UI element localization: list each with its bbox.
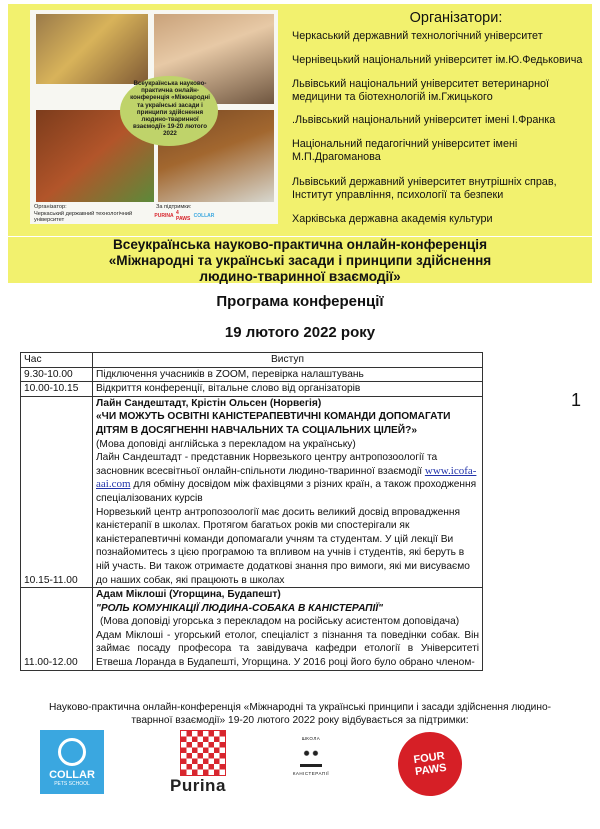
organizer-item: Національний педагогічний університет імені М.П.Драгоманова xyxy=(292,138,518,163)
organizer-item: Харківська державна академія культури xyxy=(292,213,493,225)
table-row xyxy=(21,367,483,382)
poster-logo-purina: PURINA xyxy=(154,213,174,219)
organizer-item: Чернівецький національний університет ім.Ю.Федьковича xyxy=(292,54,583,66)
organizer-item: Львівський національний університет ветеринарної медицини та біотехнологій ім.Гжицького xyxy=(292,78,550,103)
talk-description: Норвезький центр антропозоології має досить великий досвід впровадження канієтерапії в школах. Протягом багатьох років ми спостерігали як канієтерапевтичні команди допомагали учням та студентам. У цій лекції Ви познайомитесь з цією програмою та впливом на учнів і студентів, які беруть в ній участь. Ви також отримаєте додаткові знання про вимоги, які ми висуваємо до наших собак, які працюють в школах xyxy=(96,506,470,586)
poster-organizer: Організатор: Черкаський державний технологічний університет xyxy=(34,204,133,224)
collar-ring-icon xyxy=(58,738,86,766)
sponsor-logos xyxy=(0,730,600,810)
footer-note: Науково-практична онлайн-конференція «Міжнародні та українські принципи і засади здійснення людино- тварнної взаємодії» 19-20 лютого 2022 року відбувається за підтримки: xyxy=(48,702,552,726)
four-paws-logo: FOUR PAWS xyxy=(394,728,466,800)
poster-logo-collar: COLLAR xyxy=(193,213,215,219)
talk-title: «ЧИ МОЖУТЬ ОСВІТНІ КАНІСТЕРАПЕВТИЧНІ КОМАНДИ ДОПОМАГАТИ ДІТЯМ В ДОСЯГНЕННІ НАВЧАЛЬНИХ ТА СОЦІАЛЬНИХ ЦІЛЕЙ?» xyxy=(96,411,451,436)
talk-speakers: Адам Міклоші (Угорщина, Будапешт) xyxy=(96,589,281,601)
dog-icon xyxy=(300,746,322,767)
row-time: 9.30-10.00 xyxy=(21,367,93,382)
row-text: Підключення учасників в ZOOM, перевірка налаштувань xyxy=(93,367,483,382)
talk-cell xyxy=(93,396,483,587)
poster-support-label: За підтримки: xyxy=(156,204,192,210)
row-text: Відкриття конференції, вітальне слово від організаторів xyxy=(93,382,483,397)
talk-language: (Мова доповіді англійська з перекладом на українську) xyxy=(96,438,356,450)
conference-poster xyxy=(30,10,278,224)
icofa-link[interactable]: www.icofa-aai.com xyxy=(96,464,477,491)
canistherapy-school-logo: ШКОЛА КАНІСТЕРАПІЇ xyxy=(292,736,330,776)
organizer-item: .Львівський національний університет імені І.Франка xyxy=(292,114,556,126)
program-date: 19 лютого 2022 року xyxy=(224,324,376,341)
talk-speakers: Лайн Сандештадт, Крістін Ольсен (Норвегія) xyxy=(96,397,322,409)
talk-bio: Адам Міклоші - угорський етолог, спеціаліст з пізнання та поведінки собак. Він займає посаду професора та завідувача кафедри етології в Університеті Етвеша Лоранда в Будапешті, Угорщина. У 2016 році його було обрано членом- xyxy=(96,629,479,669)
organizers-title: Організатори: xyxy=(409,10,503,26)
poster-title: Всеукраїнська науково-практична онлайн-конференція «Міжнародні та українські засади і принципи здійснення людино-тваринної взаємодії» 19-20 лютого 2022 xyxy=(130,80,210,138)
organizer-item: Черкаський державний технологічний університет xyxy=(292,30,543,42)
program-table xyxy=(20,352,483,671)
organizers-list xyxy=(288,8,594,225)
row-time: 11.00-12.00 xyxy=(21,588,93,671)
talk-language: (Мова доповіді угорська з перекладом на російську асистентом доповідача) xyxy=(100,616,460,628)
purina-checkerboard-icon xyxy=(180,730,226,776)
table-row xyxy=(21,396,483,587)
table-row xyxy=(21,588,483,671)
header-banner xyxy=(8,4,592,236)
conference-title: Всеукраїнська науково-практична онлайн-конференція «Міжнародні та українські засади і принципи здійснення людино-тваринної взаємодії» xyxy=(8,237,592,283)
poster-logos xyxy=(154,210,215,222)
table-header-time: Час xyxy=(21,353,93,368)
talk-cell xyxy=(93,588,483,671)
poster-photo-child-dog xyxy=(36,14,148,84)
poster-logo-fourpaws: 4 PAWS xyxy=(176,210,191,222)
table-header-row xyxy=(21,353,483,368)
table-header-talk: Виступ xyxy=(93,353,483,368)
talk-title: "РОЛЬ КОМУНІКАЦІЇ ЛЮДИНА-СОБАКА В КАНІСТЕРАПІЇ" xyxy=(96,602,383,614)
program-title: Програма конференції xyxy=(216,293,384,310)
row-time: 10.00-10.15 xyxy=(21,382,93,397)
talk-bio: Лайн Сандештадт - представник Норвезького центру антропозоології та засновник всесвітньої онлайн-спільноти людино-тваринної взаємодії www.icofa-aai.com для обміну досвідом між фахівцями з різних країн, а також проходження спеціалізованих курсів xyxy=(96,452,477,504)
row-time: 10.15-11.00 xyxy=(21,396,93,587)
page-number: 1 xyxy=(571,390,582,410)
table-row xyxy=(21,382,483,397)
organizer-item: Львівський державний університет внутрішніх справ, Інститут управління, психології та безпеки xyxy=(292,176,557,201)
collar-logo: COLLAR PETS SCHOOL xyxy=(40,730,104,794)
purina-logo: Purina xyxy=(170,730,234,798)
